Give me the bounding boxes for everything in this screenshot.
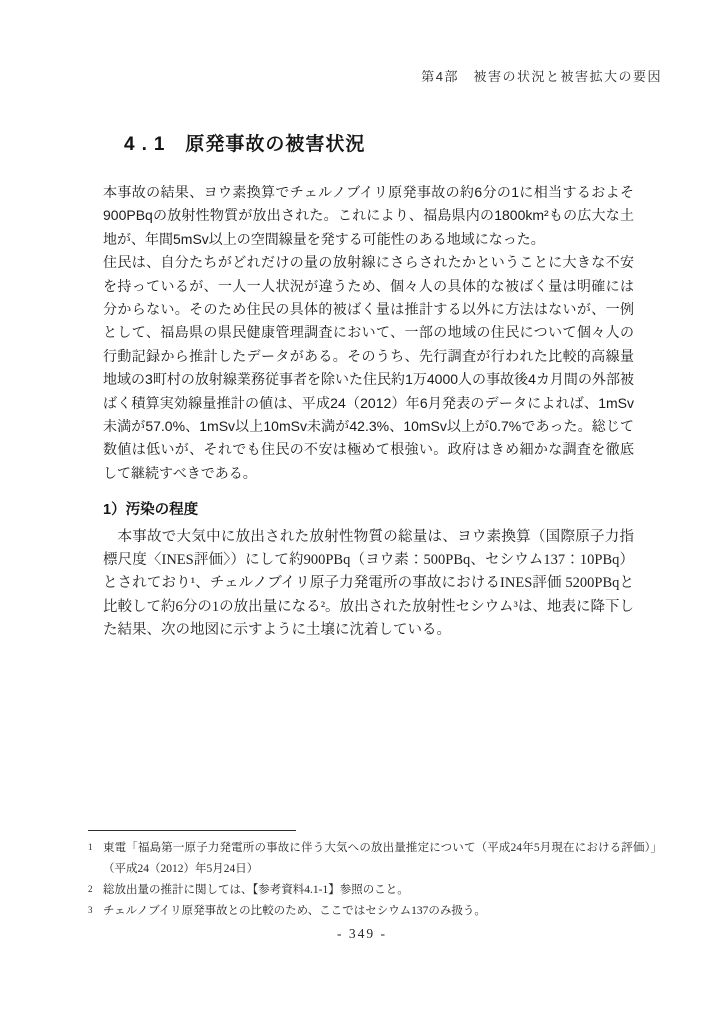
footnote-2-marker: 2 (88, 884, 93, 894)
body-text-column (103, 181, 634, 642)
footnote-2 (88, 880, 662, 901)
paragraph-contamination-degree: 本事故で大気中に放出された放射性物質の総量は、ヨウ素換算（国際原子力指標尺度〈INES評価〉）にして約900PBq（ヨウ素：500PBq、セシウム137：10PBq）とされており¹、チェルノブイリ原子力発電所の事故におけるINES評価 5200PBqと比較して約6分の1の放出量になる²。放出された放射性セシウム³は、地表に降下した結果、次の地図に示すように土壌に沈着している。 (103, 528, 634, 638)
footnote-2-text: 総放出量の推計に関しては、【参考資料4.1-1】参照のこと。 (103, 884, 409, 896)
section-title (124, 129, 365, 156)
section-number: 4.1 (124, 134, 172, 155)
running-header: 第4部 被害の状況と被害拡大の要因 (421, 69, 662, 84)
paragraph-release-amount: 本事故の結果、ヨウ素換算でチェルノブイリ原発事故の約6分の1に相当するおよそ900PBqの放射性物質が放出された。これにより、福島県内の1800km²もの広大な土地が、年間5mSv以上の空間線量を発する可能性のある地域になった。 (103, 184, 634, 247)
page-number: - 349 - (337, 926, 387, 941)
footnote-3-marker: 3 (88, 905, 93, 915)
footnotes-block (88, 830, 662, 922)
footnote-1-marker: 1 (88, 842, 93, 852)
paragraph-resident-exposure: 住民は、自分たちがどれだけの量の放射線にさらされたかということに大きな不安を持っているが、一人一人状況が違うため、個々人の具体的な被ばく量は明確には分からない。そのため住民の具体的被ばく量は推計する以外に方法はないが、一例として、福島県の県民健康管理調査において、一部の地域の住民について個々人の行動記録から推計したデータがある。そのうち、先行調査が行われた比較的高線量地域の3町村の放射線業務従事者を除いた住民約1万4000人の事故後4カ月間の外部被ばく積算実効線量推計の値は、平成24（2012）年6月発表のデータによれば、1mSv未満が57.0%、1mSv以上10mSv未満が42.3%、10mSv以上が0.7%であった。総じて数値は低いが、それでも住民の不安は極めて根強い。政府はきめ細かな調査を徹底して継続すべきである。 (103, 254, 634, 481)
footnote-3-text: チェルノブイリ原発事故との比較のため、ここではセシウム137のみ扱う。 (103, 905, 486, 917)
footnote-1-text: 東電「福島第一原子力発電所の事故に伴う大気への放出量推定について（平成24年5月現在における評価）」（平成24（2012）年5月24日） (103, 842, 662, 875)
footnote-3 (88, 901, 662, 922)
section-title-text: 原発事故の被害状況 (185, 134, 366, 155)
footnote-1 (88, 838, 662, 880)
footnote-divider (88, 830, 296, 831)
subsection-heading-contamination: 1）汚染の程度 (103, 502, 199, 519)
